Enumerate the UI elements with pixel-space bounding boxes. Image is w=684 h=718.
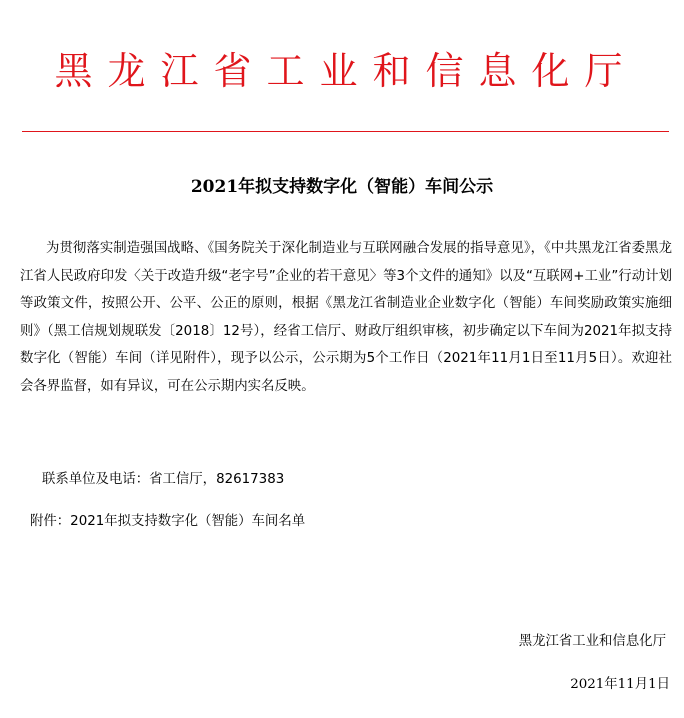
contact-line: 联系单位及电话：省工信厅，82617383 xyxy=(42,472,285,487)
letterhead-divider xyxy=(22,131,669,132)
letterhead-organization-name: 黑龙江省工业和信息化厅 xyxy=(54,49,638,93)
document-body-paragraph: 为贯彻落实制造强国战略、《国务院关于深化制造业与互联网融合发展的指导意见》，《中共黑龙江省委黑龙江省人民政府印发〈关于改造升级“老字号”企业的若干意见〉等3个文件的通知》以及“互联网+工业”行动计划等政策文件，按照公开、公平、公正的原则，根据《黑龙江省制造业企业数字化（智能）车间奖励政策实施细则》（黑工信规划规联发〔2018〕12号），经省工信厅、财政厅组织审核，初步确定以下车间为2021年拟支持数字化（智能）车间（详见附件），现予以公示，公示期为5个工作日（2021年11月1日至11月5日）。欢迎社会各界监督，如有异议，可在公示期内实名反映。 xyxy=(20,241,672,394)
signature-organization: 黑龙江省工业和信息化厅 xyxy=(518,634,666,649)
document-date: 2021年11月1日 xyxy=(570,677,670,692)
attachment-line: 附件：2021年拟支持数字化（智能）车间名单 xyxy=(30,514,306,529)
document-title: 2021年拟支持数字化（智能）车间公示 xyxy=(190,177,494,197)
